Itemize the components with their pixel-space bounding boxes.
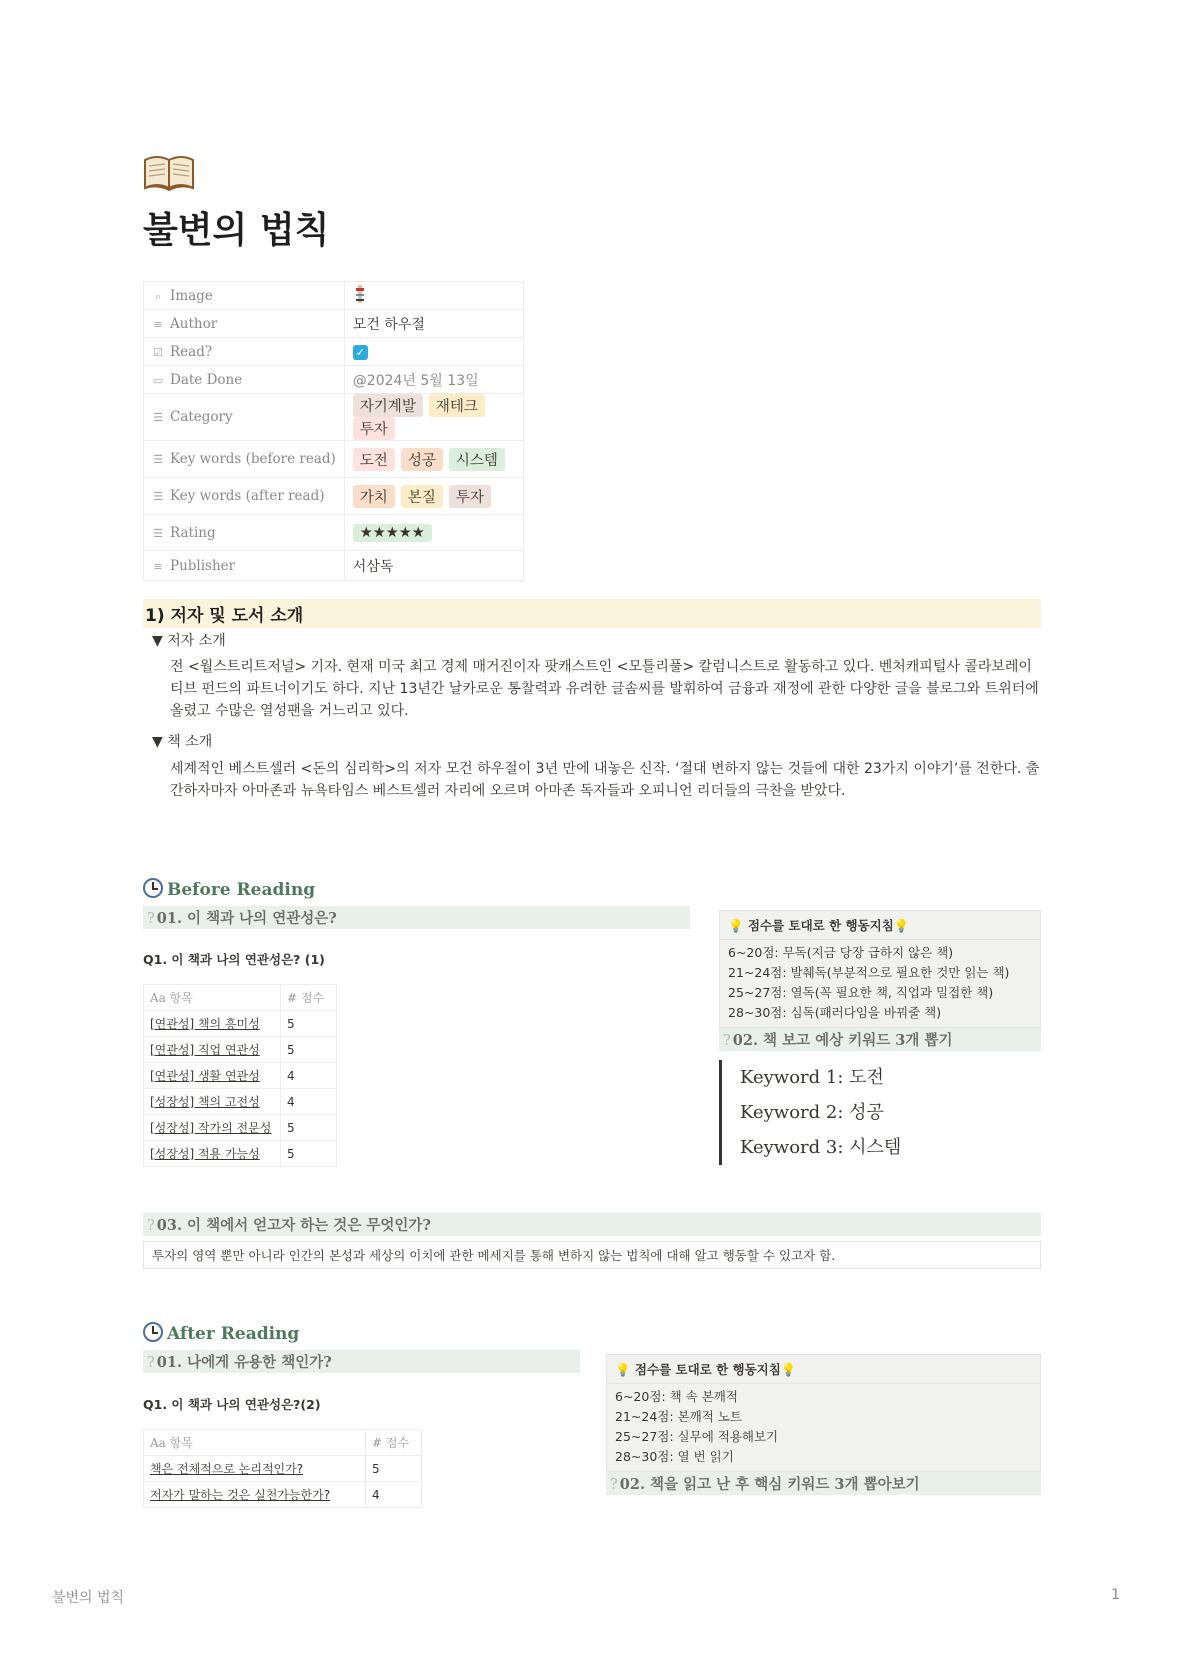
guide-line: 28~30점: 심독(패러다임을 바꿔줄 책)	[728, 1005, 942, 1020]
guide-line: 25~27점: 실무에 적용해보기	[615, 1429, 779, 1444]
property-row-rating[interactable]	[144, 515, 524, 551]
question-bar: ? 01. 이 책과 나의 연관성은?	[143, 906, 690, 929]
list-icon: ☰	[153, 411, 163, 424]
property-row-read[interactable]	[144, 338, 524, 366]
answer-box[interactable]: 투자의 영역 뿐만 아니라 인간의 본성과 세상의 이치에 관한 메세지를 통해 변하지 않는 법칙에 대해 알고 행동할 수 있고자 함.	[143, 1241, 1041, 1269]
keyword-item: Keyword 1: 도전	[740, 1067, 884, 1088]
page-title: 불변의 법칙	[143, 210, 330, 251]
column-header-score[interactable]: # 점수	[366, 1430, 422, 1456]
property-row-keywords-before[interactable]	[144, 441, 524, 478]
category-tag[interactable]: 투자	[353, 417, 395, 440]
publisher-value[interactable]: 서삼독	[344, 551, 523, 581]
question-bar: ? 01. 나에게 유용한 책인가?	[143, 1350, 580, 1373]
list-icon: ☰	[153, 490, 163, 503]
property-row-date[interactable]	[144, 366, 524, 394]
score-table-before	[143, 984, 337, 1167]
property-row-author[interactable]	[144, 310, 524, 338]
guide-line: 6~20점: 무독(지금 당장 급하지 않은 책)	[728, 945, 954, 960]
table-row[interactable]: [연관성] 직업 연관성 5	[144, 1037, 337, 1063]
question-mark-icon: ?	[147, 1355, 155, 1371]
property-row-publisher[interactable]	[144, 551, 524, 581]
properties-table	[143, 281, 524, 581]
paperclip-icon: ⌕	[154, 289, 162, 303]
keyword-tag[interactable]: 성공	[401, 448, 443, 471]
property-label: Read?	[170, 343, 213, 360]
property-row-image[interactable]	[144, 282, 524, 310]
calendar-icon: ▭	[152, 373, 164, 387]
question-bar: ? 03. 이 책에서 얻고자 하는 것은 무엇인가?	[143, 1213, 1041, 1236]
book-intro-text: 세계적인 베스트셀러 <돈의 심리학>의 저자 모건 하우절이 3년 만에 내놓은 신작. ‘절대 변하지 않는 것들에 대한 23가지 이야기’를 전한다. 출간하자마자 아마존과 뉴욕타임스 베스트셀러 자리에 오르며 아마존 독자들과 오피니언 리더들의 극찬을 받았다.	[170, 761, 1040, 799]
open-book-icon	[143, 152, 195, 192]
property-label: Date Done	[170, 371, 243, 388]
author-intro-text: 전 <월스트리트저널> 기자. 현재 미국 최고 경제 매거진이자 팟캐스트인 <모틀리풀> 칼럼니스트로 활동하고 있다. 벤처캐피털사 콜라보레이티브 펀드의 파트너이기도 하다. 지난 13년간 날카로운 통찰력과 유려한 글솜씨를 발휘하여 금융과 재정에 관한 다양한 글을 블로그와 트위터에 올렸고 수많은 열성팬을 거느리고 있다.	[170, 659, 1039, 719]
rating-tag[interactable]: ★★★★★	[353, 524, 432, 542]
question-mark-icon: ?	[147, 911, 155, 927]
table-row[interactable]: 책은 전체적으로 논리적인가? 5	[144, 1456, 422, 1482]
guide-title: 💡 점수를 토대로 한 행동지침💡	[720, 911, 1040, 940]
guide-line: 25~27점: 열독(꼭 필요한 책, 직업과 밀접한 책)	[728, 985, 994, 1000]
author-value[interactable]: 모건 하우절	[344, 310, 523, 338]
question-title: Q1. 이 책과 나의 연관성은?(2)	[143, 1397, 321, 1412]
property-row-keywords-after[interactable]	[144, 478, 524, 515]
book-toggle[interactable]: ▼ 책 소개	[152, 734, 213, 750]
page-number: 1	[1111, 1587, 1120, 1603]
text-icon: ≡	[153, 317, 163, 331]
action-guide-callout	[606, 1354, 1041, 1472]
property-label: Category	[170, 409, 233, 425]
guide-line: 21~24점: 발췌독(부분적으로 필요한 것만 읽는 책)	[728, 965, 1010, 980]
keyword-item: Keyword 3: 시스템	[740, 1137, 902, 1158]
property-label: Key words (before read)	[170, 451, 336, 467]
list-icon: ☰	[153, 526, 163, 540]
text-icon: ≡	[153, 559, 163, 573]
list-icon: ☰	[153, 453, 163, 466]
read-checkbox[interactable]: ✓	[353, 345, 368, 360]
before-reading-heading: Before Reading	[143, 878, 315, 900]
property-label: Image	[170, 287, 213, 304]
keyword-tag[interactable]: 본질	[401, 485, 443, 508]
property-label: Publisher	[170, 557, 236, 574]
keyword-tag[interactable]: 투자	[449, 485, 491, 508]
question-bar: ? 02. 책을 읽고 난 후 핵심 키워드 3개 뽑아보기	[606, 1472, 1041, 1495]
column-header-item[interactable]: Aa 항목	[144, 985, 281, 1011]
question-mark-icon: ?	[723, 1033, 731, 1049]
score-table-after	[143, 1429, 422, 1508]
category-tag[interactable]: 자기계발	[353, 394, 423, 417]
keyword-item: Keyword 2: 성공	[740, 1102, 884, 1123]
action-guide-callout	[719, 910, 1041, 1028]
property-label: Rating	[170, 524, 216, 541]
table-row[interactable]: [성장성] 적용 가능성 5	[144, 1141, 337, 1167]
keyword-tag[interactable]: 도전	[353, 448, 395, 471]
question-bar: ? 02. 책 보고 예상 키워드 3개 뽑기	[719, 1028, 1041, 1051]
checkbox-icon: ☑	[153, 345, 163, 359]
table-row[interactable]: [성장성] 책의 고전성 4	[144, 1089, 337, 1115]
image-thumbnail-icon[interactable]	[353, 284, 367, 304]
guide-line: 28~30점: 열 번 읽기	[615, 1449, 734, 1464]
keyword-quote	[719, 1060, 901, 1165]
after-reading-heading: After Reading	[143, 1322, 299, 1344]
question-mark-icon: ?	[147, 1218, 155, 1234]
date-value[interactable]: @2024년 5월 13일	[344, 366, 523, 394]
footer-title: 불변의 법칙	[52, 1590, 125, 1606]
guide-title: 💡 점수를 토대로 한 행동지침💡	[607, 1355, 1040, 1384]
table-row[interactable]: [성장성] 작가의 전문성 5	[144, 1115, 337, 1141]
keyword-tag[interactable]: 가치	[353, 485, 395, 508]
guide-line: 21~24점: 본깨적 노트	[615, 1409, 742, 1424]
property-row-category[interactable]	[144, 394, 524, 441]
clock-icon	[143, 878, 163, 898]
column-header-item[interactable]: Aa 항목	[144, 1430, 366, 1456]
clock-icon	[143, 1322, 163, 1342]
question-title: Q1. 이 책과 나의 연관성은? (1)	[143, 952, 325, 967]
table-row[interactable]: 저자가 말하는 것은 실천가능한가? 4	[144, 1482, 422, 1508]
table-row[interactable]: [연관성] 책의 흥미성 5	[144, 1011, 337, 1037]
section-heading: 1) 저자 및 도서 소개	[143, 599, 1041, 628]
question-mark-icon: ?	[610, 1477, 618, 1493]
category-tag[interactable]: 재테크	[429, 394, 485, 417]
column-header-score[interactable]: # 점수	[281, 985, 337, 1011]
keyword-tag[interactable]: 시스템	[449, 448, 505, 471]
table-row[interactable]: [연관성] 생활 연관성 4	[144, 1063, 337, 1089]
property-label: Author	[170, 315, 218, 332]
property-label: Key words (after read)	[170, 488, 325, 504]
author-toggle[interactable]: ▼ 저자 소개	[152, 633, 226, 649]
guide-line: 6~20점: 책 속 본깨적	[615, 1389, 738, 1404]
